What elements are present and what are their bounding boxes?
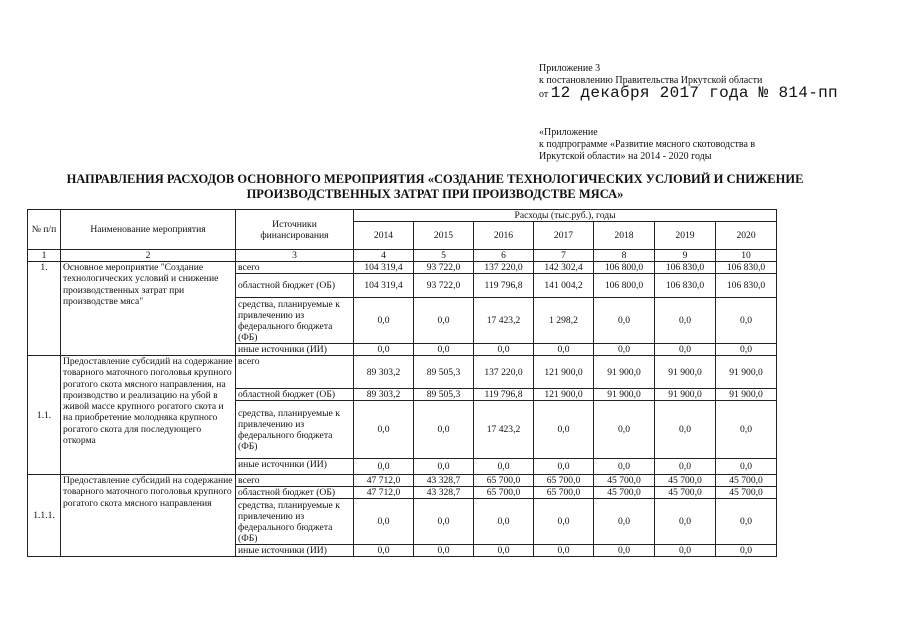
- expense-value: 0,0: [414, 401, 474, 459]
- expense-value: 0,0: [655, 459, 716, 475]
- expense-value: 0,0: [474, 459, 534, 475]
- funding-source: областной бюджет (ОБ): [236, 274, 354, 298]
- column-number: 2: [61, 250, 236, 262]
- expense-value: 0,0: [414, 499, 474, 545]
- expense-value: 106 830,0: [716, 262, 777, 274]
- column-number-row: [28, 250, 777, 262]
- expense-value: 137 220,0: [474, 356, 534, 389]
- appendix-title: Приложение 3: [539, 63, 601, 74]
- expense-value: 0,0: [354, 545, 414, 557]
- expense-value: 0,0: [716, 499, 777, 545]
- expense-value: 0,0: [474, 344, 534, 356]
- expense-value: 1 298,2: [534, 298, 594, 344]
- expense-value: 43 328,7: [414, 487, 474, 499]
- expense-value: 0,0: [354, 298, 414, 344]
- expense-value: 0,0: [594, 459, 655, 475]
- document-title-line-2: ПРОИЗВОДСТВЕННЫХ ЗАТРАТ ПРИ ПРОИЗВОДСТВЕ МЯСА»: [246, 187, 624, 201]
- expense-value: 0,0: [594, 344, 655, 356]
- expense-value: 0,0: [655, 545, 716, 557]
- date-prefix: от: [539, 89, 549, 100]
- expense-value: 0,0: [534, 344, 594, 356]
- table-row: [28, 356, 777, 389]
- expense-value: 17 423,2: [474, 401, 534, 459]
- expense-value: 0,0: [655, 298, 716, 344]
- year-header: 2018: [594, 222, 655, 250]
- expense-value: 17 423,2: [474, 298, 534, 344]
- quote-line-3: Иркутской области» на 2014 - 2020 годы: [539, 151, 712, 162]
- expense-value: 43 328,7: [414, 475, 474, 487]
- measure-name: Предоставление субсидий на содержание товарного маточного поголовья крупного рогатого скота мясного направления, на производство и реализацию на убой в живой массе крупного рогатого скота и на приобретение молодняка крупного рогатого скота для последующего откорма: [61, 356, 236, 475]
- expense-value: 0,0: [655, 401, 716, 459]
- expense-value: 0,0: [414, 459, 474, 475]
- expense-value: 0,0: [716, 298, 777, 344]
- quote-line-1: «Приложение: [539, 127, 598, 138]
- expenses-table: [27, 209, 777, 557]
- expense-value: 0,0: [655, 344, 716, 356]
- expense-value: 141 004,2: [534, 274, 594, 298]
- expense-value: 89 505,3: [414, 389, 474, 401]
- expense-value: 65 700,0: [474, 475, 534, 487]
- expense-value: 47 712,0: [354, 487, 414, 499]
- expense-value: 91 900,0: [655, 389, 716, 401]
- expense-value: 45 700,0: [594, 475, 655, 487]
- expense-value: 106 800,0: [594, 274, 655, 298]
- expense-value: 65 700,0: [534, 475, 594, 487]
- expense-value: 93 722,0: [414, 262, 474, 274]
- table-row: [28, 262, 777, 274]
- expense-value: 91 900,0: [594, 356, 655, 389]
- expense-value: 91 900,0: [655, 356, 716, 389]
- expense-value: 45 700,0: [655, 475, 716, 487]
- funding-source: иные источники (ИИ): [236, 545, 354, 557]
- expense-value: 0,0: [414, 298, 474, 344]
- column-number: 8: [594, 250, 655, 262]
- year-header: 2019: [655, 222, 716, 250]
- expense-value: 0,0: [474, 545, 534, 557]
- expense-value: 89 505,3: [414, 356, 474, 389]
- expense-value: 0,0: [354, 344, 414, 356]
- expense-value: 65 700,0: [534, 487, 594, 499]
- expense-value: 0,0: [534, 545, 594, 557]
- expense-value: 91 900,0: [716, 389, 777, 401]
- funding-source: всего: [236, 262, 354, 274]
- expense-value: 121 900,0: [534, 389, 594, 401]
- expense-value: 106 830,0: [655, 262, 716, 274]
- expense-value: 121 900,0: [534, 356, 594, 389]
- year-header: 2015: [414, 222, 474, 250]
- expense-value: 0,0: [655, 499, 716, 545]
- expense-value: 89 303,2: [354, 356, 414, 389]
- col-header-no: № п/п: [28, 210, 61, 250]
- expense-value: 0,0: [594, 499, 655, 545]
- measure-name: Предоставление субсидий на содержание товарного маточного поголовья крупного рогатого скота мясного направления: [61, 475, 236, 557]
- expense-value: 142 302,4: [534, 262, 594, 274]
- expense-value: 93 722,0: [414, 274, 474, 298]
- expense-value: 0,0: [716, 344, 777, 356]
- funding-source: всего: [236, 356, 354, 389]
- row-number: 1.: [28, 262, 61, 356]
- expense-value: 0,0: [716, 459, 777, 475]
- expense-value: 106 830,0: [655, 274, 716, 298]
- expense-value: 45 700,0: [655, 487, 716, 499]
- column-number: 10: [716, 250, 777, 262]
- year-header: 2017: [534, 222, 594, 250]
- funding-source: средства, планируемые к привлечению из федерального бюджета (ФБ): [236, 401, 354, 459]
- resolution-date-typed: 12 декабря 2017 года № 814-пп: [550, 84, 838, 102]
- column-number: 9: [655, 250, 716, 262]
- funding-source: всего: [236, 475, 354, 487]
- year-header: 2016: [474, 222, 534, 250]
- funding-source: областной бюджет (ОБ): [236, 389, 354, 401]
- expense-value: 0,0: [354, 499, 414, 545]
- expense-value: 106 830,0: [716, 274, 777, 298]
- expense-value: 0,0: [474, 499, 534, 545]
- col-header-name: Наименование мероприятия: [61, 210, 236, 250]
- funding-source: иные источники (ИИ): [236, 459, 354, 475]
- funding-source: средства, планируемые к привлечению из федерального бюджета (ФБ): [236, 298, 354, 344]
- document-title: [40, 172, 830, 202]
- row-number: 1.1.: [28, 356, 61, 475]
- col-header-source: Источники финансирования: [236, 210, 354, 250]
- expense-value: 0,0: [354, 401, 414, 459]
- column-number: 3: [236, 250, 354, 262]
- funding-source: средства, планируемые к привлечению из федерального бюджета (ФБ): [236, 499, 354, 545]
- table-row: [28, 475, 777, 487]
- expense-value: 0,0: [594, 298, 655, 344]
- measure-name: Основное мероприятие "Создание технологических условий и снижение производственных затрат при производстве мяса": [61, 262, 236, 356]
- header-row-1: [28, 210, 777, 222]
- resolution-date-line: [539, 84, 838, 104]
- column-number: 6: [474, 250, 534, 262]
- expense-value: 0,0: [716, 545, 777, 557]
- expense-value: 0,0: [594, 401, 655, 459]
- expense-value: 45 700,0: [716, 475, 777, 487]
- col-header-expenses: Расходы (тыс.руб.), годы: [354, 210, 777, 222]
- expense-value: 106 800,0: [594, 262, 655, 274]
- column-number: 7: [534, 250, 594, 262]
- expense-value: 0,0: [534, 459, 594, 475]
- expense-value: 119 796,8: [474, 389, 534, 401]
- document-title-line-1: НАПРАВЛЕНИЯ РАСХОДОВ ОСНОВНОГО МЕРОПРИЯТИЯ «СОЗДАНИЕ ТЕХНОЛОГИЧЕСКИХ УСЛОВИЙ И СНИЖЕНИЕ: [66, 172, 804, 186]
- expense-value: 0,0: [414, 545, 474, 557]
- expense-value: 0,0: [716, 401, 777, 459]
- expense-value: 65 700,0: [474, 487, 534, 499]
- expense-value: 0,0: [594, 545, 655, 557]
- column-number: 5: [414, 250, 474, 262]
- quote-line-2: к подпрограмме «Развитие мясного скотоводства в: [539, 139, 756, 150]
- expense-value: 137 220,0: [474, 262, 534, 274]
- column-number: 1: [28, 250, 61, 262]
- expense-value: 0,0: [534, 499, 594, 545]
- expense-value: 45 700,0: [716, 487, 777, 499]
- funding-source: иные источники (ИИ): [236, 344, 354, 356]
- expense-value: 89 303,2: [354, 389, 414, 401]
- resolution-line: к постановлению Правительства Иркутской области: [539, 75, 763, 86]
- expense-value: 119 796,8: [474, 274, 534, 298]
- expense-value: 104 319,4: [354, 262, 414, 274]
- expense-value: 91 900,0: [594, 389, 655, 401]
- expense-value: 91 900,0: [716, 356, 777, 389]
- expense-value: 0,0: [534, 401, 594, 459]
- expense-value: 0,0: [414, 344, 474, 356]
- row-number: 1.1.1.: [28, 475, 61, 557]
- expense-value: 45 700,0: [594, 487, 655, 499]
- column-number: 4: [354, 250, 414, 262]
- expense-value: 47 712,0: [354, 475, 414, 487]
- year-header: 2014: [354, 222, 414, 250]
- year-header: 2020: [716, 222, 777, 250]
- expense-value: 0,0: [354, 459, 414, 475]
- funding-source: областной бюджет (ОБ): [236, 487, 354, 499]
- expense-value: 104 319,4: [354, 274, 414, 298]
